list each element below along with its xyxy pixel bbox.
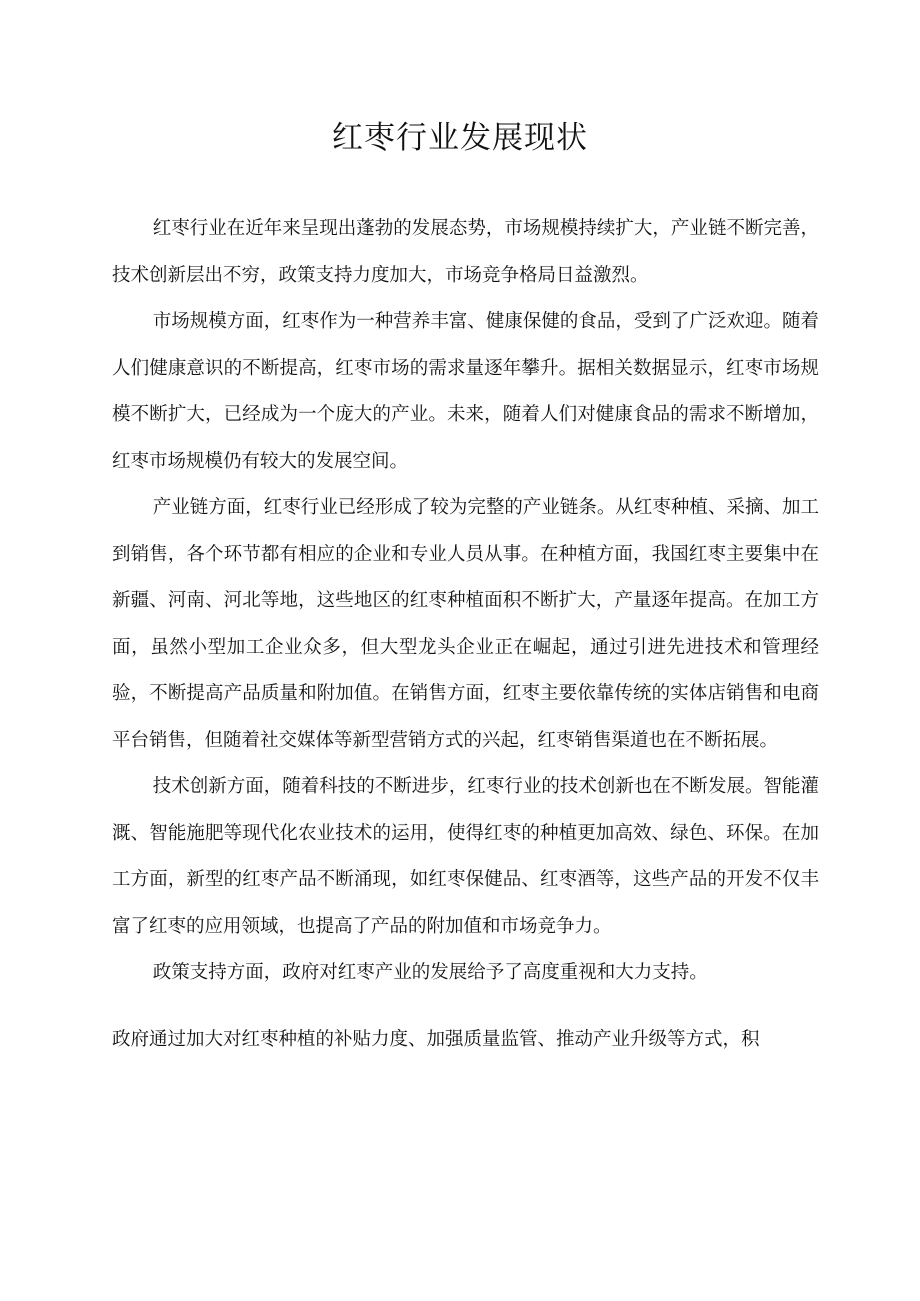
paragraph-market-scale: 市场规模方面，红枣作为一种营养丰富、健康保健的食品，受到了广泛欢迎。随着人们健康意识的不断提高，红枣市场的需求量逐年攀升。据相关数据显示，红枣市场规模不断扩大，已经成为一个庞大的产业。未来，随着人们对健康食品的需求不断增加，红枣市场规模仍有较大的发展空间。	[112, 311, 819, 472]
paragraph-industry-chain: 产业链方面，红枣行业已经形成了较为完整的产业链条。从红枣种植、采摘、加工到销售，各个环节都有相应的企业和专业人员从事。在种植方面，我国红枣主要集中在新疆、河南、河北等地，这些地区的红枣种植面积不断扩大，产量逐年提高。在加工方面，虽然小型加工企业众多，但大型龙头企业正在崛起，通过引进先进技术和管理经验，不断提高产品质量和附加值。在销售方面，红枣主要依靠传统的实体店销售和电商平台销售，但随着社交媒体等新型营销方式的兴起，红枣销售渠道也在不断拓展。	[112, 497, 819, 751]
document-body	[112, 206, 819, 1063]
paragraph-intro: 红枣行业在近年来呈现出蓬勃的发展态势，市场规模持续扩大，产业链不断完善，技术创新层出不穷，政策支持力度加大，市场竞争格局日益激烈。	[112, 218, 819, 286]
paragraph-policy-continued: 政府通过加大对红枣种植的补贴力度、加强质量监管、推动产业升级等方式，积	[112, 1028, 760, 1050]
document-title: 红枣行业发展现状	[332, 120, 588, 156]
paragraph-tech-innovation: 技术创新方面，随着科技的不断进步，红枣行业的技术创新也在不断发展。智能灌溉、智能施肥等现代化农业技术的运用，使得红枣的种植更加高效、绿色、环保。在加工方面，新型的红枣产品不断涌现，如红枣保健品、红枣酒等，这些产品的开发不仅丰富了红枣的应用领域，也提高了产品的附加值和市场竞争力。	[112, 776, 819, 937]
paragraph-policy-support: 政策支持方面，政府对红枣产业的发展给予了高度重视和大力支持。	[152, 962, 708, 983]
